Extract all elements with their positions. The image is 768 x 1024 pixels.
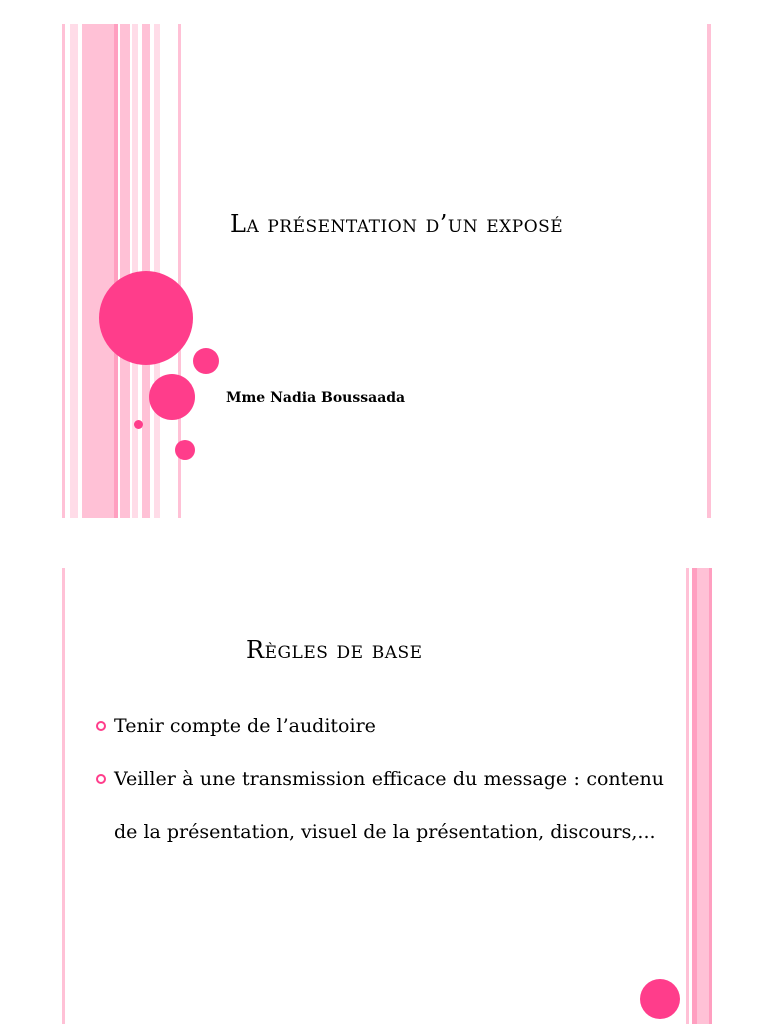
slide-title: Règles de base: [246, 636, 423, 664]
decor-stripe: [70, 24, 78, 518]
bullet-text: Veiller à une transmission efficace du message : contenu de la présentation, visuel de la présentation, discours,...: [114, 768, 664, 843]
decor-circle-small: [193, 348, 219, 374]
bullet-circle-icon: [96, 774, 106, 784]
decor-circle-medium: [149, 374, 195, 420]
decor-stripe: [120, 24, 130, 518]
title-slide: [60, 24, 714, 518]
page-title: La présentation d’un exposé: [230, 210, 564, 238]
decor-circle-medium: [640, 979, 680, 1019]
decor-stripe: [62, 568, 65, 1024]
bullet-circle-icon: [96, 721, 106, 731]
decor-stripe: [709, 568, 712, 1024]
decor-stripe: [114, 24, 118, 518]
decor-circle-tiny: [134, 420, 143, 429]
list-item: [94, 753, 664, 859]
bullet-list: [94, 700, 664, 859]
content-slide: [60, 568, 714, 1024]
decor-stripe: [82, 24, 114, 518]
bullet-text: Tenir compte de l’auditoire: [114, 715, 376, 737]
list-item: [94, 700, 664, 753]
decor-stripe: [686, 568, 689, 1024]
decor-stripe: [707, 24, 711, 518]
decor-stripe: [62, 24, 65, 518]
decor-stripe: [697, 568, 709, 1024]
author-name: Mme Nadia Boussaada: [226, 390, 406, 406]
decor-circle-large: [99, 271, 193, 365]
decor-circle-small: [175, 440, 195, 460]
